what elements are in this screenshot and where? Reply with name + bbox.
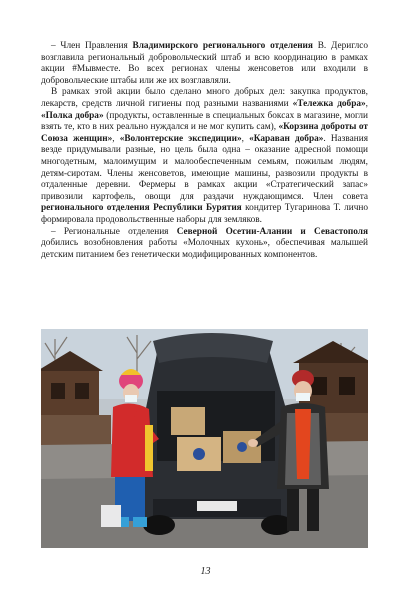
bold-text-run: «Волонтерские экспедиции» — [119, 133, 242, 144]
paragraph-1 — [41, 41, 368, 87]
bold-text-run: «Тележка добра» — [292, 98, 366, 109]
text-run: , — [112, 133, 120, 144]
text-run: . Названия везде придумывали разные, но цель была одна – оказание адресной помощи многодетным, малоимущим и малообеспеченным семьям, пожилым людям, детям-сиротам. Члены женсоветов, имеющие машины, развозили продукты в отдаленные деревни. Фермеры в рамках акции «Стратегический запас» привозили картофель, овощи для раздачи нуждающимся. Член совета — [41, 133, 368, 202]
text-run: (продукты, оставленные в специальных боксах в магазине, могли взять те, кто в них реально нуждался и не мог купить сам), — [41, 110, 368, 133]
bold-text-run: Северной Осетии-Алании и Севастополя — [176, 226, 368, 237]
article-text — [41, 41, 368, 261]
bold-text-run: «Караван добра» — [249, 133, 324, 144]
text-run: В. Дериглсо возглавила региональный добровольческий штаб и всю координацию в рамках акции #Мывместе. Во всех регионах члены женсоветов или входили в добровольческие штабы или же их возглавляли. — [41, 41, 368, 86]
bold-text-run: Владимирского регионального отделения — [132, 41, 313, 51]
text-run: , — [365, 98, 368, 109]
text-run: – Член Правления — [51, 41, 133, 51]
paragraph-2 — [41, 87, 368, 226]
text-run: , — [241, 133, 250, 144]
paragraph-3 — [41, 227, 368, 262]
text-run: добились возобновления работы «Молочных кухонь», обеспечивая малышей детским питанием без генетически модифицированных компонентов. — [41, 238, 368, 260]
text-run: кондитер Тугаринова Т. лично формировала продовольственные наборы для земляков. — [41, 203, 368, 225]
bold-text-run: «Корзина доброты от Союза женщин» — [41, 122, 368, 144]
page-number: 13 — [200, 566, 211, 577]
bold-text-run: регионального отделения Республики Бурятия — [41, 203, 242, 214]
text-run: В рамках этой акции было сделано много добрых дел: закупка продуктов, лекарств, средств личной гигиены под разными названиями — [41, 87, 368, 109]
text-run: – Региональные отделения — [51, 226, 177, 237]
volunteers-photo — [41, 329, 368, 548]
bold-text-run: «Полка добра» — [41, 110, 104, 121]
